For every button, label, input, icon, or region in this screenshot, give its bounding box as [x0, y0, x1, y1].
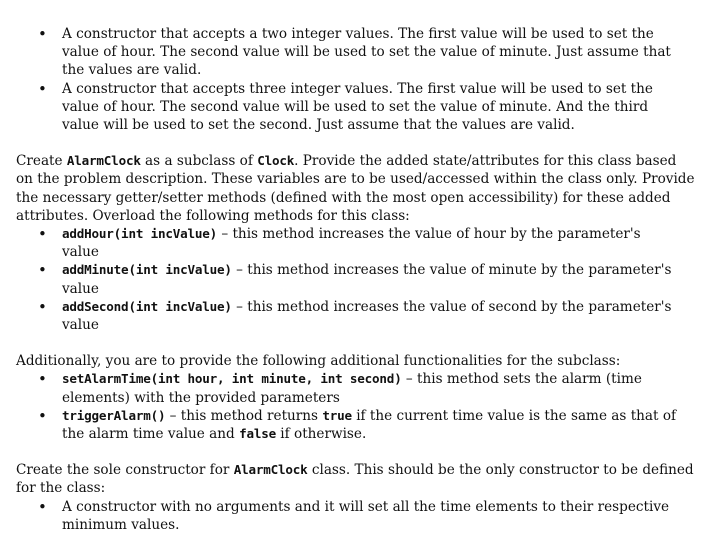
text-run: class. This should be the only constructor to be defined for the class:: [16, 462, 694, 497]
text-run: if otherwise.: [275, 426, 367, 443]
method-signature: setAlarmTime(int hour, int minute, int second): [62, 371, 402, 387]
list-item: [16, 225, 695, 261]
subclass-paragraph: [16, 152, 695, 225]
keyword-code: true: [322, 407, 352, 423]
text-run: . Provide the added state/attributes for this class based on the problem description. These variables are to be used/accessed within the class only. Provide the necessary getter/setter methods (defined with the most open accessibility) for these added attributes. Overload the following methods for this class:: [16, 153, 695, 224]
spacer: [16, 334, 695, 352]
class-name-code: AlarmClock: [233, 462, 308, 478]
list-item: [16, 298, 695, 334]
keyword-code: false: [239, 426, 276, 442]
method-signature: addMinute(int incValue): [62, 262, 232, 278]
text-run: Create: [16, 153, 67, 170]
text-run: Create the sole constructor for: [16, 462, 234, 479]
constructor-list: [16, 25, 695, 134]
method-signature: addHour(int incValue): [62, 226, 218, 242]
list-item: [16, 407, 695, 443]
method-description: – this method increases the value of minute by the parameter's value: [62, 262, 672, 297]
method-description: – this method increases the value of hour by the parameter's value: [62, 226, 641, 261]
sole-constructor-paragraph: [16, 461, 695, 497]
method-description: – this method sets the alarm (time elements) with the provided parameters: [62, 371, 642, 406]
final-constructor-list: [16, 498, 695, 534]
bullet-text: A constructor that accepts a two integer values. The first value will be used to set the value of hour. The second value will be used to set the value of minute. Just assume that the values are valid.: [62, 26, 671, 79]
method-description: – this method increases the value of second by the parameter's value: [62, 298, 672, 334]
overload-method-list: [16, 225, 695, 334]
class-name-code: AlarmClock: [66, 153, 141, 169]
text-run: as a subclass of: [140, 153, 258, 170]
additional-functionality-paragraph: Additionally, you are to provide the following additional functionalities for the subclass:: [16, 353, 621, 370]
class-name-code: Clock: [257, 153, 295, 169]
spacer: [16, 134, 695, 152]
bullet-text: A constructor that accepts three integer values. The first value will be used to set the value of hour. The second value will be used to set the value of minute. And the third value will be used to set the second. Just assume that the values are valid.: [62, 80, 653, 134]
list-item: [16, 261, 695, 297]
list-item: [16, 25, 695, 80]
method-signature: triggerAlarm(): [62, 407, 166, 423]
functionality-list: [16, 370, 695, 443]
text-run: – this method returns: [165, 407, 323, 424]
text-run: if the current time value is the same as that of the alarm time value and: [62, 407, 677, 443]
list-item: [16, 370, 695, 406]
list-item: [16, 498, 695, 534]
spacer: [16, 443, 695, 461]
bullet-text: A constructor with no arguments and it will set all the time elements to their respective minimum values.: [62, 498, 670, 533]
method-signature: addSecond(int incValue): [62, 298, 232, 314]
list-item: [16, 80, 695, 135]
